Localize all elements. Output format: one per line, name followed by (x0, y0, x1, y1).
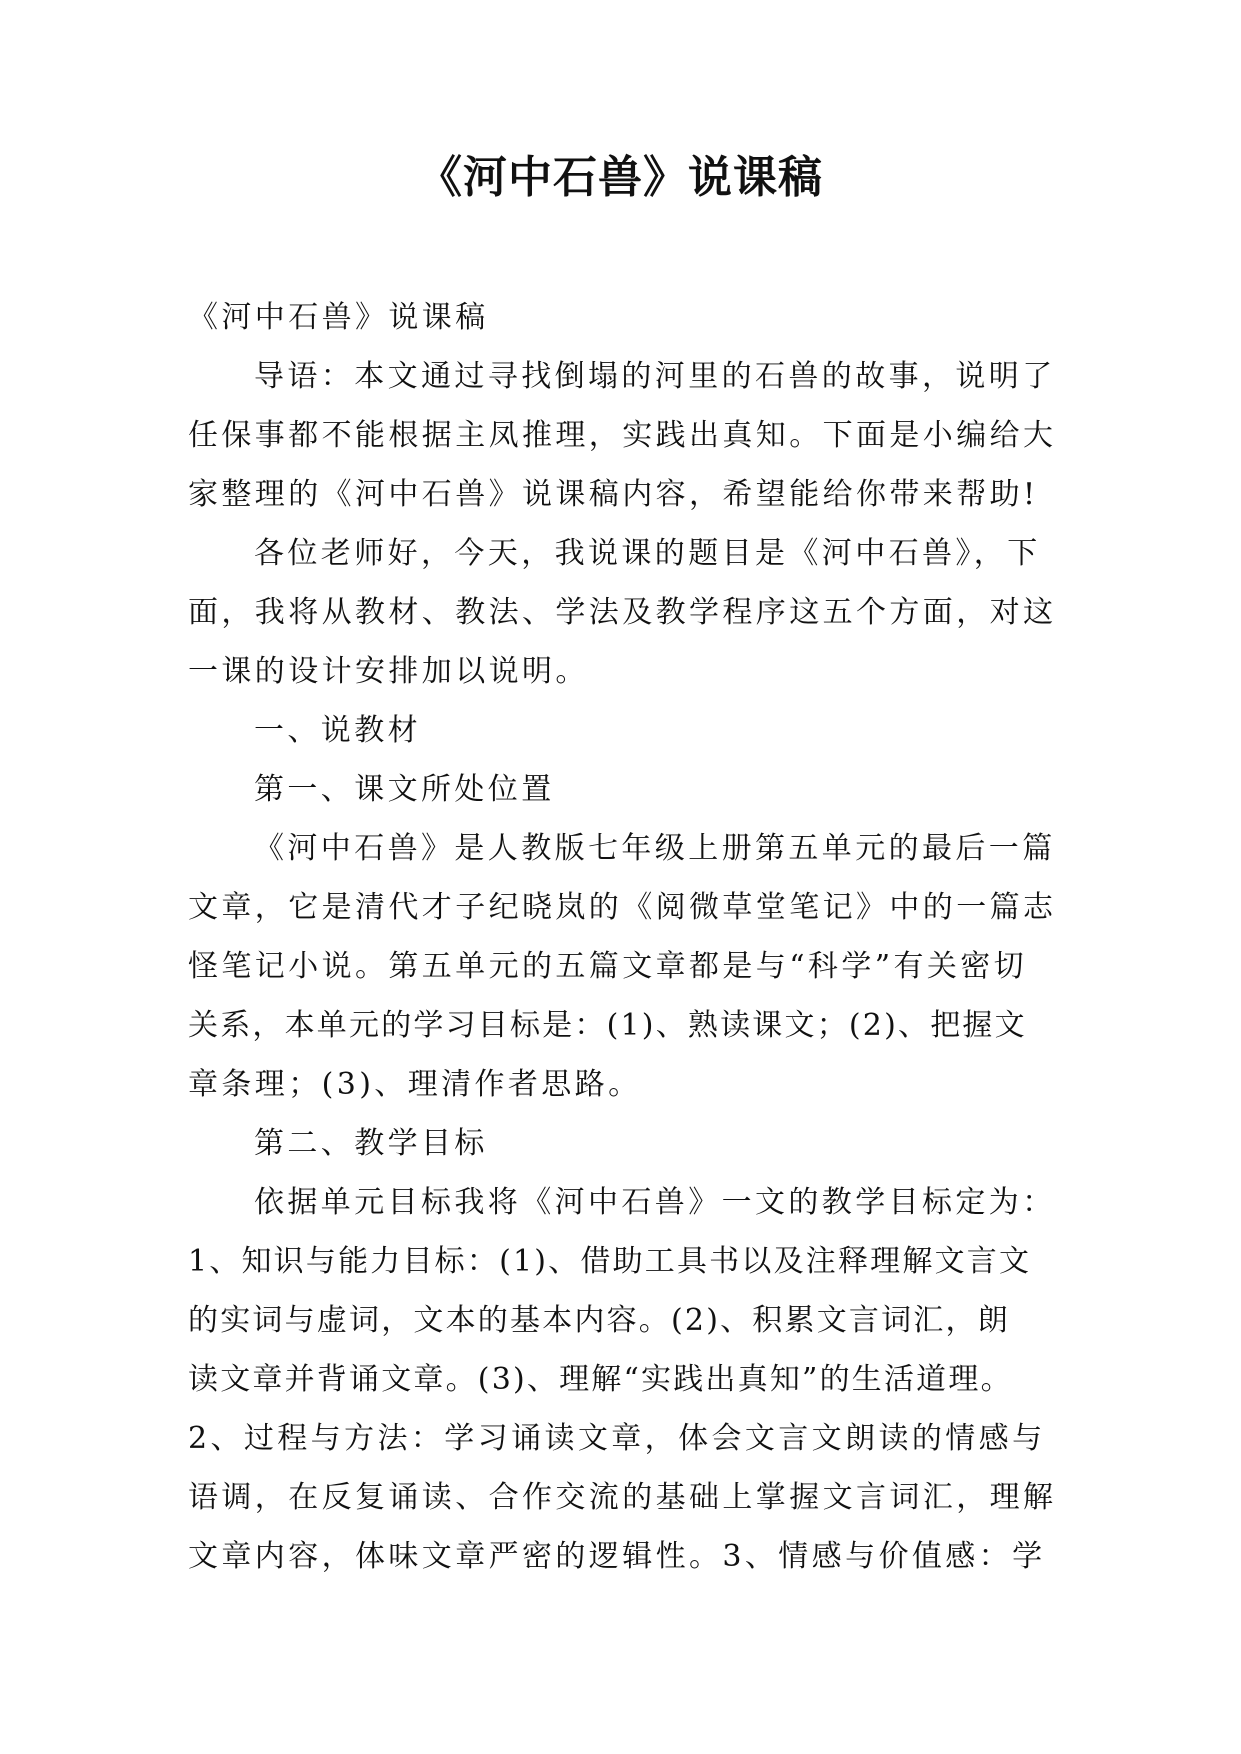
text-line: 各位老师好，今天，我说课的题目是《河中石兽》，下 (254, 536, 1041, 571)
text-line: 导语：本文通过寻找倒塌的河里的石兽的故事，说明了 (254, 359, 1056, 394)
document-body (188, 288, 1058, 1586)
text-line: 2、过程与方法：学习诵读文章，体会文言文朗读的情感与 (188, 1421, 1046, 1456)
text-line: 1、知识与能力目标：(1)、借助工具书以及注释理解文言文 (188, 1244, 1032, 1279)
document-title: 《河中石兽》说课稿 (418, 152, 823, 203)
text-line: 章条理；(3)、理清作者思路。 (188, 1067, 642, 1102)
text-line: 的实词与虚词，文本的基本内容。(2)、积累文言词汇，朗 (188, 1303, 1010, 1338)
text-line: 文章内容，体味文章严密的逻辑性。3、情感与价值感：学 (188, 1539, 1046, 1574)
text-line: 面，我将从教材、教法、学法及教学程序这五个方面，对这 (188, 595, 1057, 630)
text-line: 依据单元目标我将《河中石兽》一文的教学目标定为： (254, 1185, 1056, 1220)
section-heading: 一、说教材 (254, 713, 421, 748)
text-line: 家整理的《河中石兽》说课稿内容，希望能给你带来帮助! (188, 477, 1039, 512)
text-line: 《河中石兽》说课稿 (188, 300, 489, 335)
text-line: 一课的设计安排加以说明。 (188, 654, 589, 689)
text-line: 《河中石兽》是人教版七年级上册第五单元的最后一篇 (254, 831, 1056, 866)
subsection-heading: 第二、教学目标 (254, 1126, 488, 1161)
text-line: 怪笔记小说。第五单元的五篇文章都是与“科学”有关密切 (188, 949, 1028, 984)
text-line: 语调，在反复诵读、合作交流的基础上掌握文言词汇，理解 (188, 1480, 1057, 1515)
text-line: 任保事都不能根据主凤推理，实践出真知。下面是小编给大 (188, 418, 1057, 453)
text-line: 读文章并背诵文章。(3)、理解“实践出真知”的生活道理。 (188, 1362, 1013, 1397)
subsection-heading: 第一、课文所处位置 (254, 772, 555, 807)
text-line: 文章，它是清代才子纪晓岚的《阅微草堂笔记》中的一篇志 (188, 890, 1057, 925)
text-line: 关系，本单元的学习目标是：(1)、熟读课文；(2)、把握文 (188, 1008, 1027, 1043)
